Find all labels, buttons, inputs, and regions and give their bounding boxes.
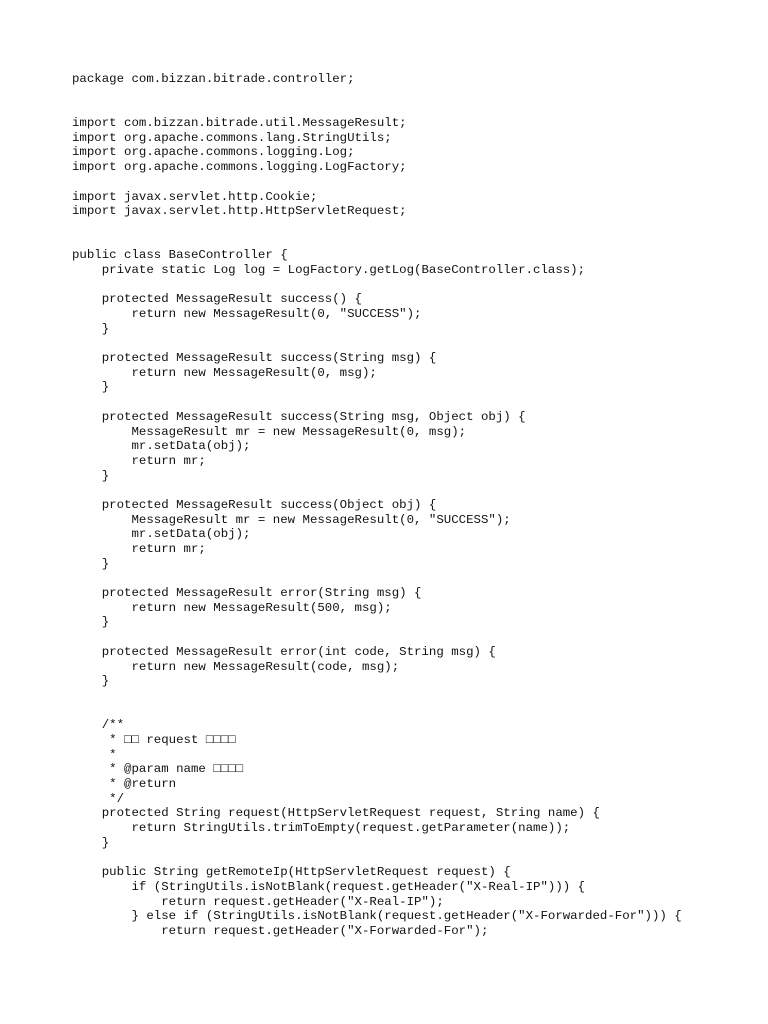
code-line: } else if (StringUtils.isNotBlank(request.getHeader("X-Forwarded-For"))) { xyxy=(72,909,682,924)
code-line: } xyxy=(72,321,110,336)
code-line xyxy=(72,101,752,116)
code-line: } xyxy=(72,835,110,850)
code-line xyxy=(72,483,752,498)
code-line: */ xyxy=(72,791,125,806)
code-line: } xyxy=(72,674,110,689)
code-line xyxy=(72,234,752,249)
code-line: protected MessageResult success(Object obj) { xyxy=(72,497,437,512)
code-line: import org.apache.commons.logging.LogFactory; xyxy=(72,160,407,175)
code-line xyxy=(72,395,752,410)
code-line: MessageResult mr = new MessageResult(0, msg); xyxy=(72,424,467,439)
code-line: return mr; xyxy=(72,453,206,468)
code-line: package com.bizzan.bitrade.controller; xyxy=(72,72,355,86)
code-line: protected MessageResult success(String msg, Object obj) { xyxy=(72,409,526,424)
code-line: return new MessageResult(500, msg); xyxy=(72,600,392,615)
code-line: import javax.servlet.http.Cookie; xyxy=(72,189,318,204)
code-line: MessageResult mr = new MessageResult(0, "SUCCESS"); xyxy=(72,512,511,527)
code-line: return mr; xyxy=(72,542,206,556)
code-line: mr.setData(obj); xyxy=(72,527,251,542)
code-line xyxy=(72,630,752,645)
code-line: } xyxy=(72,380,110,395)
code-line: if (StringUtils.isNotBlank(request.getHeader("X-Real-IP"))) { xyxy=(72,879,586,894)
code-line: * @param name □□□□ xyxy=(72,762,244,777)
code-line: } xyxy=(72,615,110,630)
code-line: } xyxy=(72,468,110,483)
code-line: * xyxy=(72,747,117,762)
code-line: protected MessageResult error(int code, String msg) { xyxy=(72,644,496,659)
code-line: * @return xyxy=(72,777,177,791)
code-line xyxy=(72,704,752,719)
code-line: import org.apache.commons.lang.StringUtils; xyxy=(72,130,392,145)
code-line: /** xyxy=(72,718,125,733)
code-line xyxy=(72,336,752,351)
code-line: private static Log log = LogFactory.getLog(BaseController.class); xyxy=(72,262,586,277)
code-line: * □□ request □□□□ xyxy=(72,732,236,747)
code-line xyxy=(72,278,752,293)
code-line: return StringUtils.trimToEmpty(request.getParameter(name)); xyxy=(72,821,571,836)
code-line: import org.apache.commons.logging.Log; xyxy=(72,145,355,160)
code-line xyxy=(72,87,752,102)
code-line: import com.bizzan.bitrade.util.MessageResult; xyxy=(72,116,407,131)
code-line: mr.setData(obj); xyxy=(72,439,251,454)
code-block xyxy=(72,72,752,939)
code-line: protected String request(HttpServletRequest request, String name) { xyxy=(72,806,600,821)
code-line: } xyxy=(72,556,110,571)
code-line xyxy=(72,850,752,865)
code-line: return new MessageResult(0, "SUCCESS"); xyxy=(72,307,422,321)
code-line: import javax.servlet.http.HttpServletRequest; xyxy=(72,204,407,219)
code-line xyxy=(72,219,752,234)
code-line xyxy=(72,571,752,586)
code-line: return new MessageResult(0, msg); xyxy=(72,365,377,380)
code-line: return request.getHeader("X-Forwarded-For"); xyxy=(72,923,489,938)
code-line: public String getRemoteIp(HttpServletRequest request) { xyxy=(72,865,511,880)
code-line: public class BaseController { xyxy=(72,248,288,263)
code-line xyxy=(72,175,752,190)
code-line xyxy=(72,689,752,704)
code-line: protected MessageResult success(String msg) { xyxy=(72,351,437,366)
code-line: return new MessageResult(code, msg); xyxy=(72,659,400,674)
code-line: protected MessageResult success() { xyxy=(72,292,362,307)
code-line: return request.getHeader("X-Real-IP"); xyxy=(72,894,444,909)
code-line: protected MessageResult error(String msg) { xyxy=(72,586,422,601)
